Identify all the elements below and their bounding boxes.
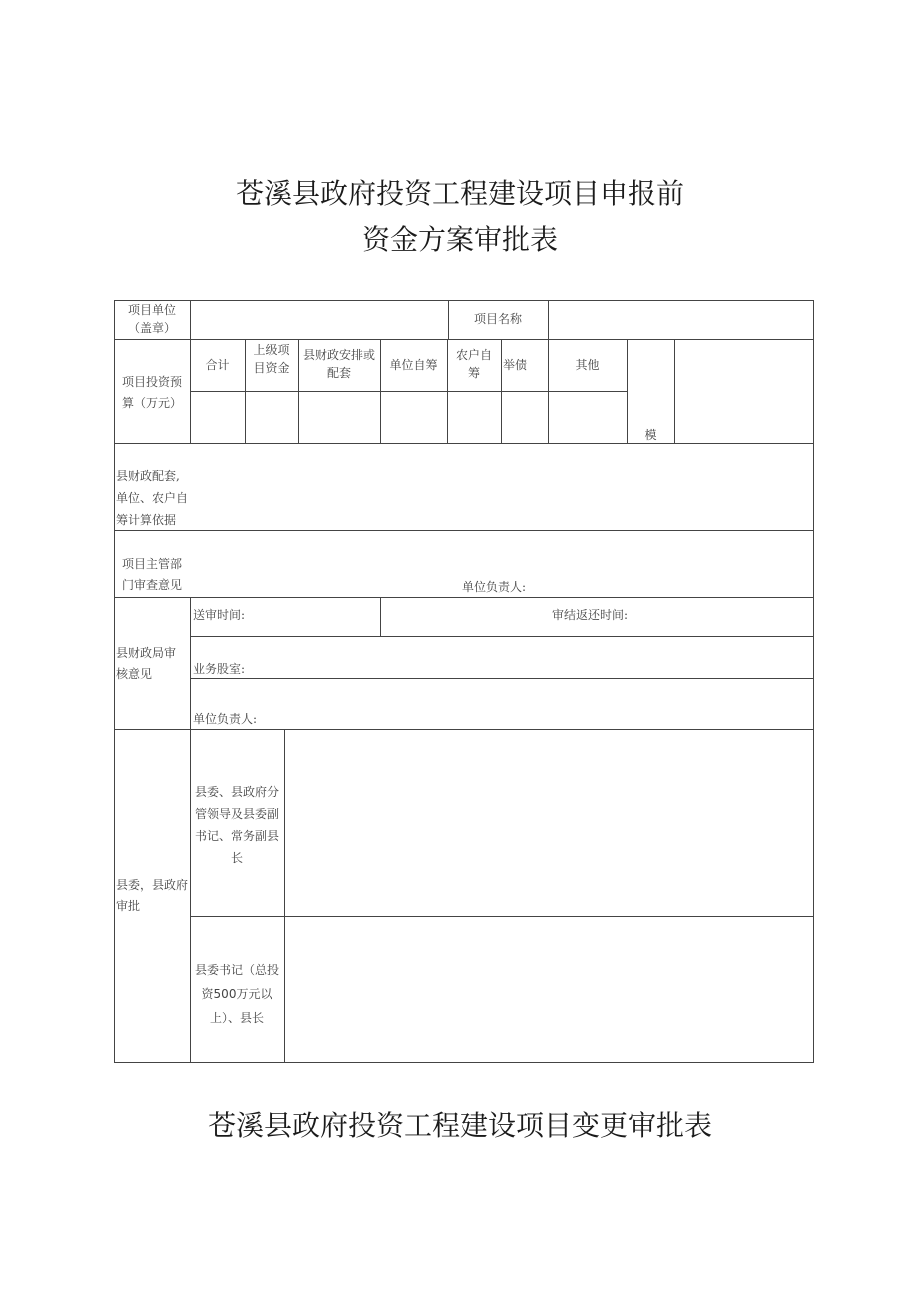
table-line xyxy=(501,339,502,443)
table-line xyxy=(190,391,627,392)
form-title-line2: 资金方案审批表 xyxy=(361,223,558,256)
business-room-label: 业务股室: xyxy=(193,662,246,676)
col-farmer-self xyxy=(447,339,501,382)
col-county-funds xyxy=(298,339,380,382)
label-line: 长 xyxy=(230,851,243,865)
col-total: 合计 xyxy=(205,358,230,372)
label-line: 管领导及县委副 xyxy=(194,807,279,821)
label-line: 项目单位 xyxy=(127,303,176,317)
gov-approval-label xyxy=(116,875,188,917)
unit-leader-label: 单位负责人: xyxy=(462,580,527,594)
label-line: 核意见 xyxy=(116,667,153,681)
project-unit-label xyxy=(114,301,190,337)
table-line xyxy=(674,339,675,443)
label-line: 上级项 xyxy=(253,343,290,357)
label-line: 资500万元以 xyxy=(201,987,273,1001)
label-line: 算（万元） xyxy=(121,396,182,410)
return-time-label: 审结返还时间: xyxy=(552,608,629,622)
table-line xyxy=(114,443,814,444)
secretary-label xyxy=(190,958,284,1030)
scale-label: 模 xyxy=(644,428,657,442)
col-upper-funds xyxy=(245,339,298,377)
col-other: 其他 xyxy=(575,358,600,372)
table-line xyxy=(813,300,814,1063)
unit-leader-label-2: 单位负责人: xyxy=(193,712,258,726)
label-line: 门审查意见 xyxy=(121,578,182,592)
label-line: 项目投资预 xyxy=(121,375,182,389)
table-line xyxy=(284,729,285,1063)
label-line: 县委，县政府 xyxy=(116,878,189,892)
leaders-label xyxy=(190,781,284,869)
label-line: 县财政配套, xyxy=(116,469,180,483)
label-line: 县财政安排或 xyxy=(302,348,375,362)
table-line xyxy=(190,636,814,637)
label-line: 农户自 xyxy=(455,348,492,362)
table-line xyxy=(114,530,814,531)
table-line xyxy=(114,1062,814,1063)
table-line xyxy=(114,300,814,301)
table-line xyxy=(190,678,814,679)
label-line: 单位、农户自 xyxy=(116,491,189,505)
budget-label xyxy=(114,372,190,414)
label-line: 县委书记（总投 xyxy=(194,963,279,977)
label-line: 审批 xyxy=(116,899,141,913)
label-line: 上）、县长 xyxy=(209,1011,264,1025)
dept-opinion-label xyxy=(114,554,190,596)
label-line: 筹计算依据 xyxy=(116,513,177,527)
label-line: 县委、县政府分 xyxy=(194,785,279,799)
label-line: 县财政局审 xyxy=(116,646,177,660)
col-debt: 举债 xyxy=(503,358,528,372)
project-name-label: 项目名称 xyxy=(473,312,522,326)
basis-label xyxy=(116,465,188,531)
bureau-opinion-label xyxy=(116,643,176,685)
table-line xyxy=(380,597,381,636)
label-line: （盖章） xyxy=(127,321,176,335)
col-unit-self: 单位自筹 xyxy=(389,358,438,372)
label-line: 目资金 xyxy=(253,361,290,375)
send-time-label: 送审时间: xyxy=(193,608,246,622)
label-line: 书记、常务副县 xyxy=(194,829,279,843)
label-line: 项目主管部 xyxy=(121,557,182,571)
label-line: 筹 xyxy=(467,366,480,380)
form-title-line1: 苍溪县政府投资工程建设项目申报前 xyxy=(235,177,684,210)
table-line xyxy=(548,300,549,339)
table-line xyxy=(114,300,115,1063)
change-form-title: 苍溪县政府投资工程建设项目变更审批表 xyxy=(207,1109,712,1142)
label-line: 配套 xyxy=(326,366,351,380)
